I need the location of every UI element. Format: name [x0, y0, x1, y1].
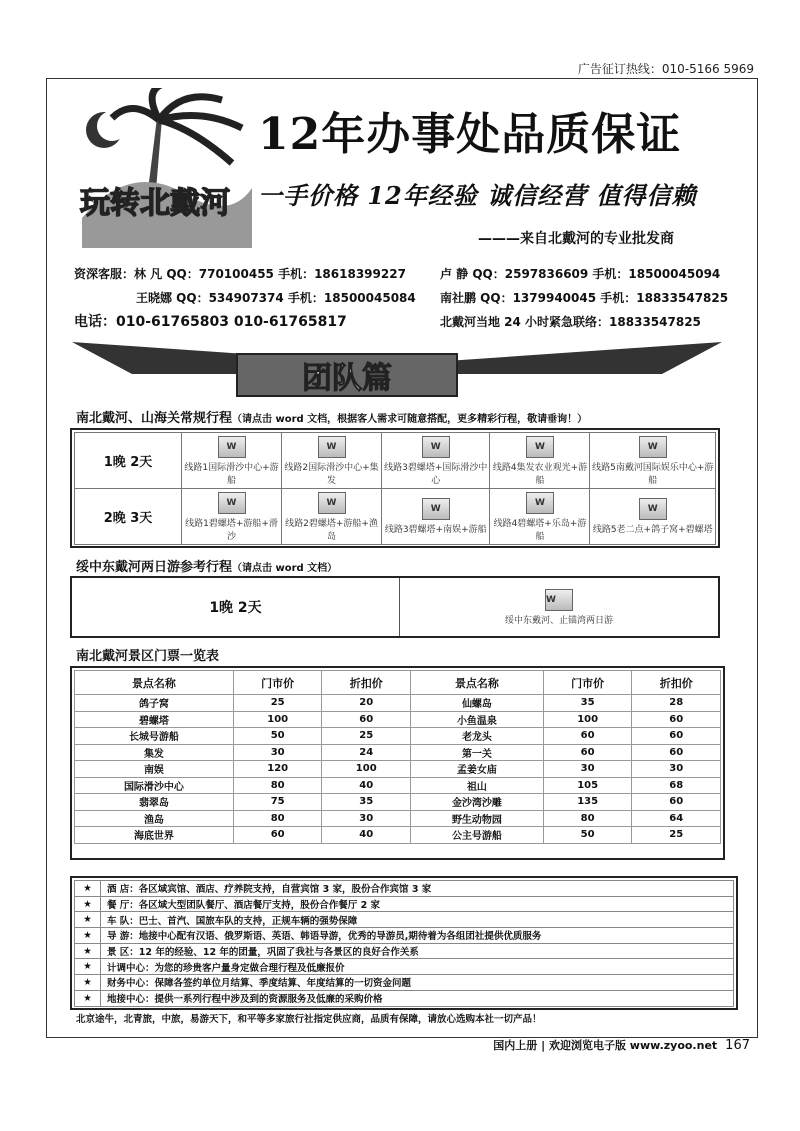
table-cell: 渔岛: [75, 810, 234, 827]
slogan: 一手价格 12年经验 诚信经营 值得信赖: [258, 181, 697, 210]
table-cell: 鸽子窝: [75, 695, 234, 712]
word-doc-icon: W: [526, 436, 554, 458]
table-cell: 30: [632, 761, 721, 778]
service-row: [75, 943, 734, 959]
dongdaihe-doc-link[interactable]: [504, 589, 614, 626]
table-row: [75, 744, 721, 761]
route-doc-label: 线路5老二点+鸽子窝+碧螺塔: [592, 525, 713, 535]
service-text: 车 队：巴士、首汽、国旅车队的支持，正规车辆的强势保障: [101, 912, 734, 928]
table-cell: 80: [233, 777, 322, 794]
table-cell: 30: [322, 810, 411, 827]
table-cell: 25: [322, 728, 411, 745]
table-cell: 105: [543, 777, 632, 794]
logo-text: 玩转北戴河: [80, 186, 230, 221]
service-row: [75, 990, 734, 1006]
word-doc-icon: W: [218, 492, 246, 514]
section3-title: 南北戴河景区门票一览表: [76, 649, 220, 664]
table-row: [75, 695, 721, 712]
table-row: [75, 827, 721, 844]
table-cell: 翡翠岛: [75, 794, 234, 811]
table-cell: 50: [233, 728, 322, 745]
price-header: 景点名称: [75, 671, 234, 695]
table-cell: 60: [322, 711, 411, 728]
route-doc-label: 线路5南戴河国际娱乐中心+游船: [592, 462, 714, 486]
route-row: [75, 433, 716, 489]
route-doc-label: 线路1碧螺塔+游船+滑沙: [185, 518, 278, 542]
table-cell: 长城号游船: [75, 728, 234, 745]
word-doc-icon: W: [422, 436, 450, 458]
table-cell: 第一关: [411, 744, 544, 761]
table-cell: 海底世界: [75, 827, 234, 844]
contact-line2-right: 南社鹏 QQ：1379940045 手机：18833547825: [440, 291, 729, 305]
headline: 12年办事处品质保证: [258, 109, 682, 160]
table-cell: 35: [543, 695, 632, 712]
table-cell: 135: [543, 794, 632, 811]
logo: [72, 88, 262, 248]
word-doc-icon: W: [422, 498, 450, 520]
section1-title: [76, 407, 587, 426]
price-header: 门市价: [233, 671, 322, 695]
table-cell: 40: [322, 777, 411, 794]
table-row: [75, 711, 721, 728]
route-doc-label: 线路4集发农业观光+游船: [492, 462, 588, 486]
route-doc-link[interactable]: [282, 436, 381, 486]
ticket-price-table: [74, 670, 721, 844]
route-row: [75, 489, 716, 545]
word-doc-icon: W: [639, 436, 667, 458]
table-cell: 南娱: [75, 761, 234, 778]
sub-slogan: ———来自北戴河的专业批发商: [478, 231, 674, 247]
table-cell: 60: [543, 728, 632, 745]
table-cell: 碧螺塔: [75, 711, 234, 728]
route-doc-label: 线路1国际滑沙中心+游船: [184, 462, 279, 486]
star-icon: ★: [75, 943, 101, 959]
table-cell: 60: [632, 744, 721, 761]
route-doc-link[interactable]: [590, 498, 715, 535]
word-doc-icon: W: [639, 498, 667, 520]
service-text: 景 区：12 年的经验、12 年的团量，巩固了我社与各景区的良好合作关系: [101, 943, 734, 959]
word-doc-icon: W: [545, 589, 573, 611]
service-text: 地接中心：提供一系列行程中涉及到的资源服务及低廉的采购价格: [101, 990, 734, 1006]
contact-line1-right: 卢 静 QQ：2597836609 手机：18500045094: [440, 267, 721, 281]
table-row: [75, 794, 721, 811]
price-header: 折扣价: [322, 671, 411, 695]
ticket-box: [70, 666, 725, 860]
table-cell: 64: [632, 810, 721, 827]
table-cell: 国际滑沙中心: [75, 777, 234, 794]
table-cell: 公主号游船: [411, 827, 544, 844]
route-doc-label: 线路3碧螺塔+南娱+游船: [384, 525, 487, 535]
route-doc-label: 线路3碧螺塔+国际滑沙中心: [384, 462, 488, 486]
star-icon: ★: [75, 928, 101, 944]
price-header: 门市价: [543, 671, 632, 695]
section1-note: （请点击 word 文档，根据客人需求可随意搭配，更多精彩行程，敬请垂询！）: [232, 414, 588, 425]
service-row: [75, 928, 734, 944]
dongdaihe-label: 1晚 2天: [72, 578, 400, 636]
services-table: [74, 880, 734, 1007]
routes-box: [70, 428, 720, 548]
route-duration: 2晚 3天: [75, 489, 182, 545]
table-cell: 100: [233, 711, 322, 728]
word-doc-icon: W: [526, 492, 554, 514]
services-box: [70, 876, 738, 1010]
table-cell: 60: [233, 827, 322, 844]
star-icon: ★: [75, 912, 101, 928]
table-cell: 75: [233, 794, 322, 811]
table-cell: 120: [233, 761, 322, 778]
service-row: [75, 912, 734, 928]
star-icon: ★: [75, 959, 101, 975]
page-footer: [493, 1037, 750, 1053]
route-doc-link[interactable]: [490, 492, 589, 542]
service-row: [75, 896, 734, 912]
table-cell: 60: [632, 711, 721, 728]
price-header: 折扣价: [632, 671, 721, 695]
table-cell: 25: [233, 695, 322, 712]
table-cell: 集发: [75, 744, 234, 761]
service-row: [75, 959, 734, 975]
table-cell: 祖山: [411, 777, 544, 794]
table-cell: 30: [543, 761, 632, 778]
service-row: [75, 975, 734, 991]
route-doc-link[interactable]: [282, 492, 381, 542]
banner-title: 团队篇: [302, 361, 392, 396]
section2-title: [76, 556, 337, 575]
emergency-contact: 北戴河当地 24 小时紧急联络：18833547825: [440, 315, 701, 329]
table-cell: 小鱼温泉: [411, 711, 544, 728]
table-cell: 80: [543, 810, 632, 827]
star-icon: ★: [75, 990, 101, 1006]
table-cell: 孟姜女庙: [411, 761, 544, 778]
table-cell: 30: [233, 744, 322, 761]
service-text: 导 游：地接中心配有汉语、俄罗斯语、英语、韩语导游，优秀的导游员,期待着为各组团社提供优质服务: [101, 928, 734, 944]
table-cell: 100: [322, 761, 411, 778]
table-cell: 20: [322, 695, 411, 712]
route-doc-link[interactable]: [590, 436, 715, 486]
price-header-row: [75, 671, 721, 695]
section2-note: （请点击 word 文档）: [232, 563, 338, 574]
table-row: [75, 810, 721, 827]
service-text: 酒 店：各区域宾馆、酒店、疗养院支持，自营宾馆 3 家，股份合作宾馆 3 家: [101, 881, 734, 897]
route-doc-link[interactable]: [182, 492, 281, 542]
page-number: 167: [725, 1038, 750, 1053]
hotline: 广告征订热线：010-5166 5969: [577, 62, 754, 76]
service-text: 餐 厅：各区域大型团队餐厅、酒店餐厅支持，股份合作餐厅 2 家: [101, 896, 734, 912]
section2-heading: 绥中东戴河两日游参考行程: [76, 560, 233, 575]
word-doc-icon: W: [218, 436, 246, 458]
route-doc-link[interactable]: [382, 498, 489, 535]
table-cell: 68: [632, 777, 721, 794]
service-row: [75, 881, 734, 897]
dongdaihe-box: [70, 576, 720, 638]
service-text: 计调中心：为您的珍贵客户量身定做合理行程及低廉报价: [101, 959, 734, 975]
table-cell: 28: [632, 695, 721, 712]
star-icon: ★: [75, 881, 101, 897]
routes-table: [74, 432, 716, 545]
section1-heading: 南北戴河、山海关常规行程: [76, 411, 233, 426]
table-cell: 25: [632, 827, 721, 844]
route-doc-label: 线路4碧螺塔+乐岛+游船: [493, 518, 587, 542]
contact-line2-left: 王晓娜 QQ：534907374 手机：18500045084: [136, 291, 416, 305]
table-cell: 金沙湾沙雕: [411, 794, 544, 811]
table-cell: 60: [632, 728, 721, 745]
table-cell: 80: [233, 810, 322, 827]
table-cell: 40: [322, 827, 411, 844]
table-cell: 仙螺岛: [411, 695, 544, 712]
star-icon: ★: [75, 975, 101, 991]
footer-text: 国内上册 | 欢迎浏览电子版 www.zyoo.net: [493, 1039, 718, 1052]
star-icon: ★: [75, 896, 101, 912]
table-cell: 24: [322, 744, 411, 761]
section-banner: [72, 340, 722, 400]
word-doc-icon: W: [318, 492, 346, 514]
table-row: [75, 728, 721, 745]
table-cell: 60: [632, 794, 721, 811]
table-cell: 老龙头: [411, 728, 544, 745]
route-doc-label: 线路2国际滑沙中心+集发: [284, 462, 379, 486]
table-cell: 野生动物园: [411, 810, 544, 827]
route-doc-link[interactable]: [382, 436, 489, 486]
service-text: 财务中心：保障各签约单位月结算、季度结算、年度结算的一切资金问题: [101, 975, 734, 991]
contact-line1-left: 资深客服：林 凡 QQ：770100455 手机：18618399227: [74, 267, 406, 281]
word-doc-icon: W: [318, 436, 346, 458]
table-cell: 100: [543, 711, 632, 728]
route-doc-label: 线路2碧螺塔+游船+渔岛: [285, 518, 378, 542]
price-header: 景点名称: [411, 671, 544, 695]
table-row: [75, 777, 721, 794]
phone: 电话：010-61765803 010-61765817: [74, 314, 347, 330]
route-doc-link[interactable]: [490, 436, 589, 486]
table-cell: 35: [322, 794, 411, 811]
table-cell: 50: [543, 827, 632, 844]
dongdaihe-doc-label: 绥中东戴河、止锚湾两日游: [504, 615, 613, 626]
footer-note: 北京途牛，北青旅，中旅，易游天下，和平等多家旅行社指定供应商，品质有保障，请放心选购本社一切产品！: [76, 1014, 542, 1025]
table-row: [75, 761, 721, 778]
table-cell: 60: [543, 744, 632, 761]
route-duration: 1晚 2天: [75, 433, 182, 489]
route-doc-link[interactable]: [182, 436, 281, 486]
